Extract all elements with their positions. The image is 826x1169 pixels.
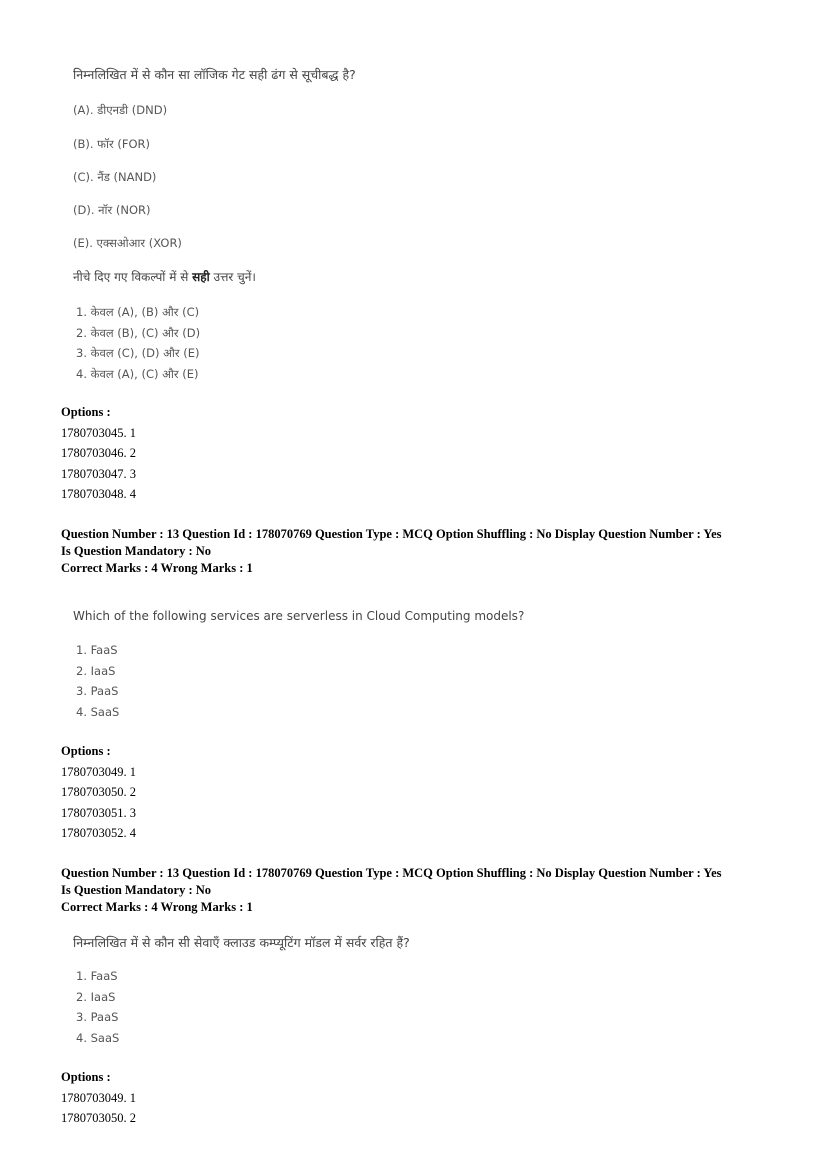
option-item: 1780703048. 4 <box>61 487 136 502</box>
answer-item: 3. केवल (C), (D) और (E) <box>76 346 200 360</box>
meta-line-1: Question Number : 13 Question Id : 178070769 Question Type : MCQ Option Shuffling : No Display Question Number : Yes <box>61 866 722 880</box>
options-list <box>61 762 136 844</box>
answer-item: 1. FaaS <box>76 969 118 983</box>
option-item: 1780703050. 2 <box>61 785 136 800</box>
options-list <box>61 1088 136 1129</box>
meta-line-2: Is Question Mandatory : No <box>61 883 212 897</box>
options-label: Options : <box>61 744 111 758</box>
option-item: 1780703046. 2 <box>61 446 136 461</box>
choice-c: (C). नैंड (NAND) <box>73 170 157 184</box>
meta-line-1: Question Number : 13 Question Id : 178070769 Question Type : MCQ Option Shuffling : No Display Question Number : Yes <box>61 527 722 541</box>
option-item: 1780703049. 1 <box>61 765 136 779</box>
answer-item: 1. FaaS <box>76 643 118 657</box>
option-item: 1780703047. 3 <box>61 466 136 481</box>
question-meta <box>61 526 768 577</box>
answer-list <box>76 640 119 722</box>
choice-b: (B). फॉर (FOR) <box>73 137 151 151</box>
answer-item: 3. PaaS <box>76 1010 119 1024</box>
choice-a: (A). डीएनडी (DND) <box>73 103 168 117</box>
options-list <box>61 423 136 505</box>
answer-item: 2. IaaS <box>76 663 116 678</box>
answer-item: 2. IaaS <box>76 989 116 1004</box>
options-label: Options : <box>61 1070 111 1084</box>
answer-item: 1. केवल (A), (B) और (C) <box>76 305 200 319</box>
meta-line-3: Correct Marks : 4 Wrong Marks : 1 <box>61 561 253 575</box>
answer-item: 4. केवल (A), (C) और (E) <box>76 366 199 381</box>
question-meta <box>61 865 768 916</box>
meta-line-3: Correct Marks : 4 Wrong Marks : 1 <box>61 900 253 914</box>
choice-d: (D). नॉर (NOR) <box>73 203 151 217</box>
answer-item: 2. केवल (B), (C) और (D) <box>76 325 201 340</box>
option-item: 1780703045. 1 <box>61 426 136 440</box>
question-text: निम्नलिखित में से कौन सा लॉजिक गेट सही ढंग से सूचीबद्ध है? <box>73 67 356 82</box>
answer-item: 4. SaaS <box>76 704 120 719</box>
meta-line-2: Is Question Mandatory : No <box>61 544 212 558</box>
answer-list <box>76 302 200 384</box>
options-label: Options : <box>61 405 111 419</box>
option-item: 1780703051. 3 <box>61 805 136 820</box>
option-item: 1780703052. 4 <box>61 826 136 841</box>
answer-item: 3. PaaS <box>76 684 119 698</box>
answer-item: 4. SaaS <box>76 1030 120 1045</box>
choice-e: (E). एक्सओआर (XOR) <box>73 236 182 250</box>
option-item: 1780703049. 1 <box>61 1091 136 1105</box>
question-text: Which of the following services are serverless in Cloud Computing models? <box>73 609 525 623</box>
question-text: निम्नलिखित में से कौन सी सेवाएँ क्लाउड कम्प्यूटिंग मॉडल में सर्वर रहित हैं? <box>73 935 410 950</box>
instruction: नीचे दिए गए विकल्पों में से सही उत्तर चुनें। <box>73 270 256 284</box>
option-item: 1780703050. 2 <box>61 1111 136 1126</box>
answer-list <box>76 966 119 1048</box>
